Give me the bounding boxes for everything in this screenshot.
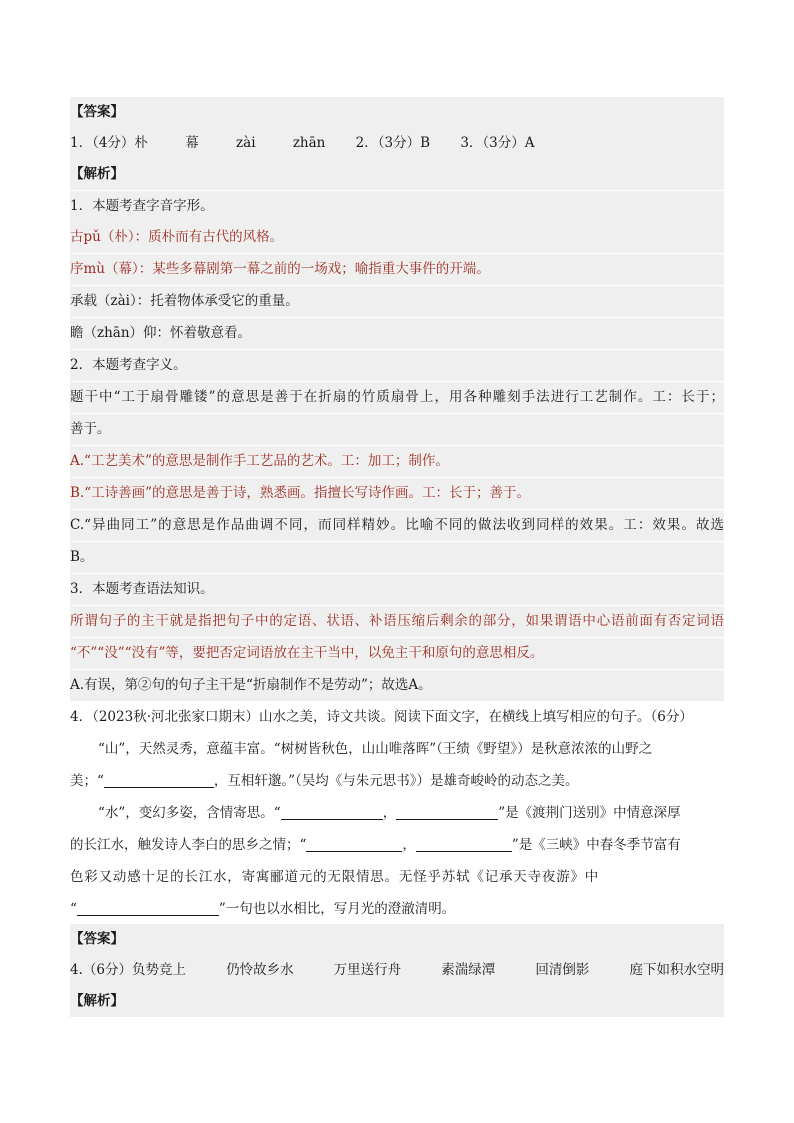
fill-blank-1[interactable] [104,771,214,788]
q4-text: ，互相轩邈。”（吴均《与朱元思书》）是雄奇峻岭的动态之美。 [213,773,579,789]
answer-line [70,128,724,159]
answer-q3: 3．（3分）A [460,135,535,151]
analysis-option-b: B.“工诗善画”的意思是善于诗，熟悉画。指擅长写诗作画。工：长于；善于。 [70,478,724,509]
answer-q1-word2: 幕 [185,135,199,151]
q4-text: ”是《三峡》中春冬季节富有 [511,837,681,853]
answer-q1-pinyin2: zhān [292,135,326,151]
answer-q1-pinyin1: zài [236,135,256,151]
q4-text: ， [382,805,397,821]
analysis-4-heading: 【解析】 [70,986,724,1017]
analysis-q3-text-cont: “不”“没”“没有”等，要把否定词语放在主干当中，以免主干和原句的意思相反。 [70,638,724,669]
answer-q1: 1．（4分）朴 [70,135,148,151]
q4-text: ”是《渡荆门送别》中情意深厚 [498,805,681,821]
answer-heading: 【答案】 [70,97,724,128]
fill-blank-3[interactable] [396,803,498,820]
answer-4-line [70,955,724,986]
question-4-title: 4．（2023秋·河北张家口期末）山水之美，诗文共谈。阅读下面文字，在横线上填写相应的句子。（6分） [70,709,693,725]
analysis-q1-title: 1．本题考查字音字形。 [70,191,724,222]
analysis-option-c-cont: B。 [70,542,724,573]
answer-4-item: 庭下如积水空明 [629,962,724,978]
analysis-q2-text: 题干中“工于扇骨雕镂”的意思是善于在折扇的竹质扇骨上，用各种雕刻手法进行工艺制作。工：长于； [70,382,724,413]
answer-4-item: 素湍绿潭 [441,962,496,978]
question-4-p2-line3: 色彩又动感十足的长江水，寄寓郦道元的无限情思。无怪乎苏轼《记承天寺夜游》中 [70,869,600,885]
answer-4-item: 仍怜故乡水 [226,962,294,978]
answer-4-item: 回清倒影 [535,962,590,978]
q4-text: ”一句也以水相比，写月光的澄澈清明。 [218,901,456,917]
analysis-q3-title: 3．本题考查语法知识。 [70,574,724,605]
fill-blank-6[interactable] [77,899,219,916]
analysis-zhanyang: 瞻（zhān）仰：怀着敬意看。 [70,318,724,349]
analysis-heading: 【解析】 [70,159,724,190]
analysis-option-c: C.“异曲同工”的意思是作品曲调不同，而同样精妙。比喻不同的做法收到同样的效果。工：效果。故选 [70,510,724,541]
q4-text: 的长江水，触发诗人李白的思乡之情；“ [70,837,307,853]
question-4-p1-line2 [70,766,724,797]
analysis-gupu: 古pǔ（朴）：质朴而有古代的风格。 [70,222,724,253]
answer-q2: 2．（3分）B [355,135,431,151]
analysis-xumu: 序mù（幕）：某些多幕剧第一幕之前的一场戏；喻指重大事件的开端。 [70,254,724,285]
analysis-q3-conclusion: A.有误，第②句的句子主干是“折扇制作不是劳动”；故选A。 [70,670,724,701]
analysis-q2-title: 2．本题考查字义。 [70,350,724,381]
analysis-zaizai: 承载（zài）：托着物体承受它的重量。 [70,286,724,317]
analysis-q3-text: 所谓句子的主干就是指把句子中的定语、状语、补语压缩后剩余的部分，如果谓语中心语前面有否定词语 [70,606,724,637]
analysis-option-a: A.“工艺美术”的意思是制作手工艺品的艺术。工：加工；制作。 [70,446,724,477]
fill-blank-2[interactable] [281,803,383,820]
question-4-p1-line1: “山”，天然灵秀，意蕴丰富。“树树皆秋色，山山唯落晖”（王绩《野望》）是秋意浓浓的山野之 [98,741,653,757]
q4-text: 美；“ [70,773,104,789]
answer-4-item: 4.（6分）负势竞上 [70,962,186,978]
question-4-p2-line4 [70,894,724,925]
fill-blank-5[interactable] [416,835,512,852]
question-4-p2-line1 [70,798,724,829]
q4-text: “水”，变幻多姿，含情寄思。“ [98,805,281,821]
q4-text: ， [402,837,416,853]
answer-4-heading: 【答案】 [70,924,724,955]
fill-blank-4[interactable] [306,835,402,852]
answer-4-item: 万里送行舟 [333,962,402,978]
question-4-p2-line2 [70,830,724,861]
analysis-q2-text-cont: 善于。 [70,414,724,445]
q4-text: “ [70,901,77,917]
